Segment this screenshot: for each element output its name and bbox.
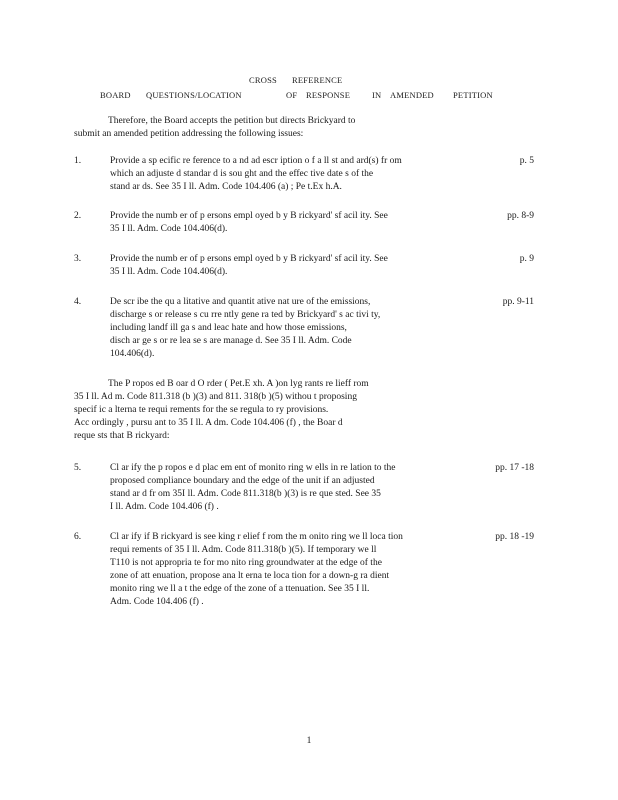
item-line: disch ar ge s or re lea se s are manage d. See 35 I ll. Adm. Code [110,336,352,346]
header-reference: REFERENCE [292,75,343,85]
item-number: 5. [74,463,82,473]
item-number: 4. [74,297,82,307]
item-line: Provide a sp ecific re ference to a nd ad escr iption o f a ll st and ard(s) fr om [110,156,402,166]
item-line: 104.406(d). [110,349,155,359]
item-text [110,155,452,194]
item-text [110,531,452,609]
item-text [110,253,452,279]
item-line: 35 I ll. Adm. Code 104.406(d). [110,267,228,277]
item-number: 3. [74,254,82,264]
item-line: stand ar d fr om 35I ll. Adm. Code 811.318(b )(3) is re que sted. See 35 [110,489,381,499]
item-line: Provide the numb er of p ersons empl oyed b y B rickyard' sf acil ity. See [110,211,388,221]
item-page-ref: p. 5 [519,156,534,166]
item-page-ref: p. 9 [519,254,534,264]
item-line: Adm. Code 104.406 (f) . [110,597,204,607]
item-line: including landf ill ga s and leac hate and how those emissions, [110,323,347,333]
item-line: proposed compliance boundary and the edge of the unit if an adjusted [110,476,375,486]
header-board: BOARD [100,90,131,100]
header-petition: PETITION [453,90,493,100]
header-of: OF [286,90,298,100]
paragraph-line: The P ropos ed B oar d O rder ( Pet.E xh. A )on lyg rants re lieff rom [108,379,369,389]
item-line: T110 is not appropria te for mo nito ring groundwater at the edge of the [110,558,382,568]
header-cross: CROSS [249,75,277,85]
header-response: RESPONSE [306,90,351,100]
item-line: requi rements of 35 I ll. Adm. Code 811.318(b )(5). If temporary we ll [110,545,377,555]
item-text [110,462,452,514]
item-page-ref: pp. 8-9 [507,211,534,221]
item-line: discharge s or release s cu rre ntly gene ra ted by Brickyard' s ac tivi ty, [110,310,381,320]
intro-line-1: Therefore, the Board accepts the petition but directs Brickyard to [108,116,356,126]
item-page-ref: pp. 17 -18 [495,463,534,473]
item-text [110,296,452,361]
item-text [110,210,452,236]
item-number: 6. [74,532,82,542]
item-line: stand ar ds. See 35 I ll. Adm. Code 104.406 (a) ; Pe t.Ex h.A. [110,182,342,192]
page-number: 1 [306,736,312,746]
item-line: monito ring we ll a t the edge of the zone of a ttenuation. See 35 I ll. [110,584,370,594]
paragraph-line: reque sts that B rickyard: [74,431,170,441]
item-line: zone of att enuation, propose ana lt erna te loca tion for a down-g ra dient [110,571,390,581]
item-page-ref: pp. 9-11 [502,297,534,307]
header-in: IN [372,90,382,100]
item-line: I ll. Adm. Code 104.406 (f) . [110,502,219,512]
item-line: 35 I ll. Adm. Code 104.406(d). [110,224,228,234]
item-line: Cl ar ify if B rickyard is see king r elief f rom the m onito ring we ll loca tion [110,532,403,542]
item-number: 1. [74,156,82,166]
header-amended: AMENDED [390,90,434,100]
paragraph-line: Acc ordingly , pursu ant to 35 I ll. A dm. Code 104.406 (f) , the Boar d [74,418,343,428]
item-line: Cl ar ify the p ropos e d plac em ent of monito ring w ells in re lation to the [110,463,396,473]
item-page-ref: pp. 18 -19 [495,532,534,542]
item-line: Provide the numb er of p ersons empl oyed b y B rickyard' sf acil ity. See [110,254,388,264]
middle-paragraph [74,378,426,443]
header-questions-location: QUESTIONS/LOCATION [146,90,242,100]
paragraph-line: 35 I ll. Ad m. Code 811.318 (b )(3) and 811. 318(b )(5) withou t proposing [74,392,357,402]
paragraph-line: specif ic a lterna te requi rements for the se regula to ry provisions. [74,405,329,415]
item-number: 2. [74,211,82,221]
intro-line-2: submit an amended petition addressing the following issues: [74,129,304,139]
item-line: which an adjuste d standar d is sou ght and the effec tive date s of the [110,169,374,179]
item-line: De scr ibe the qu a litative and quantit ative nat ure of the emissions, [110,297,371,307]
